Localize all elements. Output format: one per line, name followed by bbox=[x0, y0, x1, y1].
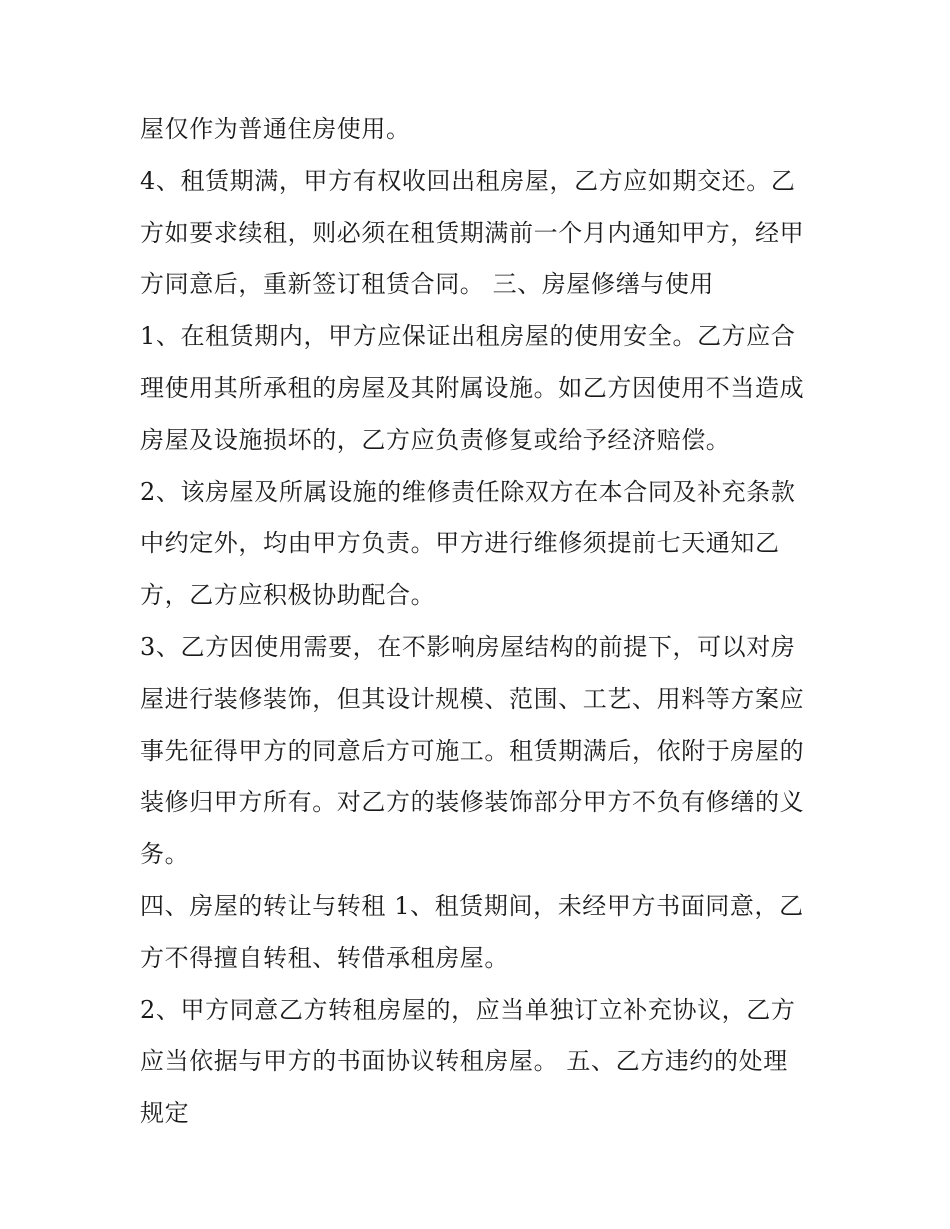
text-line: 方，乙方应积极协助配合。 bbox=[140, 581, 436, 610]
text-line: 1、在租赁期内，甲方应保证出租房屋的使用安全。乙方应合 bbox=[140, 322, 796, 351]
text-line: 4、租赁期满，甲方有权收回出租房屋，乙方应如期交还。乙 bbox=[140, 166, 796, 195]
text-line: 方如要求续租，则必须在租赁期满前一个月内通知甲方，经甲 bbox=[140, 218, 805, 247]
text-line: 应当依据与甲方的书面协议转租房屋。 五、乙方违约的处理 bbox=[140, 1047, 788, 1076]
text-line: 2、甲方同意乙方转租房屋的，应当单独订立补充协议，乙方 bbox=[140, 995, 796, 1024]
text-line: 装修归甲方所有。对乙方的装修装饰部分甲方不负有修缮的义 bbox=[140, 788, 805, 817]
text-line: 方不得擅自转租、转借承租房屋。 bbox=[140, 943, 509, 972]
text-line: 务。 bbox=[140, 840, 190, 869]
text-line: 屋仅作为普通住房使用。 bbox=[140, 115, 411, 143]
text-line: 3、乙方因使用需要，在不影响房屋结构的前提下，可以对房 bbox=[140, 632, 796, 661]
text-line: 规定 bbox=[140, 1099, 190, 1128]
document-body bbox=[140, 104, 815, 1140]
text-line: 屋进行装修装饰，但其设计规模、范围、工艺、用料等方案应 bbox=[140, 684, 805, 713]
text-line: 事先征得甲方的同意后方可施工。租赁期满后，依附于房屋的 bbox=[140, 736, 805, 765]
text-line: 四、房屋的转让与转租 1、租赁期间，未经甲方书面同意，乙 bbox=[140, 891, 804, 920]
text-line: 2、该房屋及所属设施的维修责任除双方在本合同及补充条款 bbox=[140, 477, 796, 506]
text-line: 方同意后，重新签订租赁合同。 三、房屋修缮与使用 bbox=[140, 270, 715, 299]
text-line: 理使用其所承租的房屋及其附属设施。如乙方因使用不当造成 bbox=[140, 373, 805, 402]
text-line: 房屋及设施损坏的，乙方应负责修复或给予经济赔偿。 bbox=[140, 425, 731, 454]
text-line: 中约定外，均由甲方负责。甲方进行维修须提前七天通知乙 bbox=[140, 529, 780, 558]
